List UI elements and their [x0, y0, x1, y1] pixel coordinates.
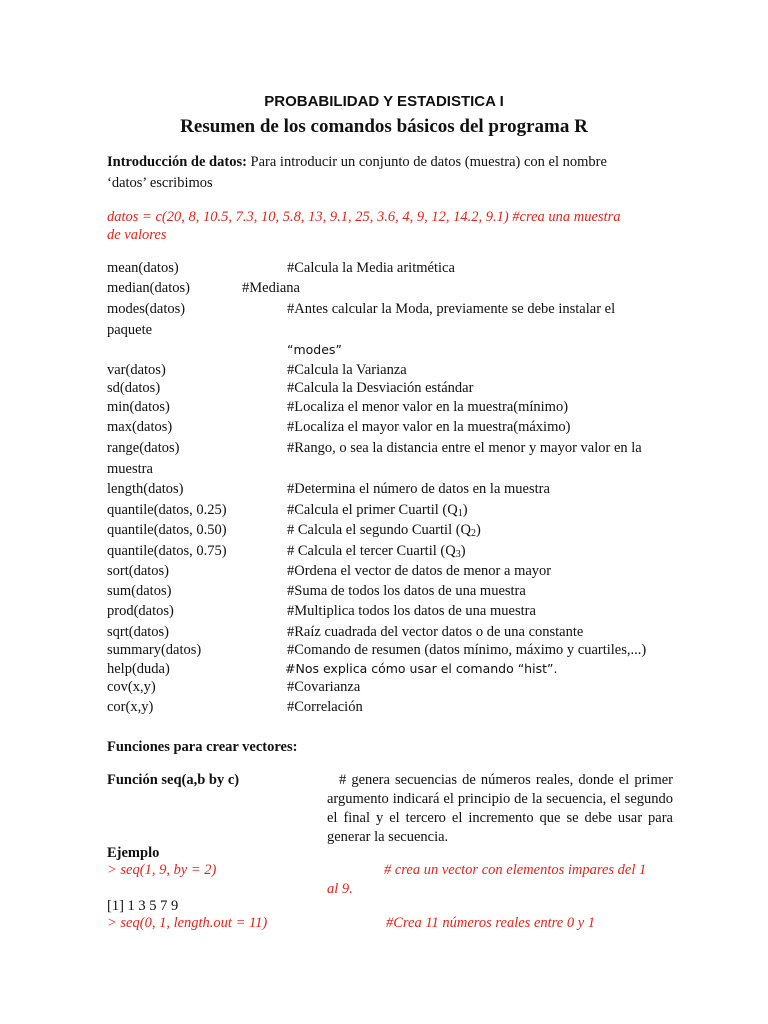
comment-range-wrap: muestra — [107, 461, 153, 477]
intro-text-rest: escribimos — [146, 175, 213, 191]
comment-help: #Nos explica cómo usar el comando “hist”. — [285, 661, 558, 676]
example-heading: Ejemplo — [107, 845, 160, 861]
intro-code-line-2: de valores — [107, 227, 167, 243]
cmd-quantile-50: quantile(datos, 0.50) — [107, 522, 227, 538]
intro-line-1 — [107, 154, 607, 171]
cmd-median: median(datos) — [107, 280, 190, 296]
cmd-sqrt: sqrt(datos) — [107, 624, 170, 640]
cmd-var: var(datos) — [107, 362, 166, 378]
comment-prod: #Multiplica todos los datos de una muestra — [287, 603, 536, 619]
comment-range: #Rango, o sea la distancia entre el menor y mayor valor en la — [287, 440, 642, 456]
comment-quantile-75: # Calcula el tercer Cuartil $(Q_3)$ — [287, 543, 466, 560]
cmd-sum: sum(datos) — [107, 583, 172, 599]
comment-max: #Localiza el mayor valor en la muestra(máximo) — [287, 419, 571, 435]
comment-sqrt: #Raíz cuadrada del vector datos o de una constante — [287, 624, 584, 640]
example-1-output: [1] 1 3 5 7 9 — [107, 898, 179, 914]
cmd-length: length(datos) — [107, 481, 184, 497]
seq-function-description: # genera secuencias de números reales, donde el primer argumento indicará el principio de la secuencia, el segundo el final y el tercero el incremento que se debe usar para generar la secuencia. — [327, 772, 673, 845]
cmd-modes: modes(datos) — [107, 301, 186, 317]
intro-code-line-1: datos = c(20, 8, 10.5, 7.3, 10, 5.8, 13, 9.1, 25, 3.6, 4, 9, 12, 14.2, 9.1) #crea una muestra — [107, 209, 621, 225]
document-subtitle: Resumen de los comandos básicos del programa R — [180, 116, 588, 137]
comment-modes: #Antes calcular la Moda, previamente se debe instalar el — [287, 301, 616, 317]
intro-text: Para introducir un conjunto de datos (muestra) con el nombre — [246, 154, 607, 170]
comment-length: #Determina el número de datos en la muestra — [287, 481, 550, 497]
seq-function-label: Función seq(a,b by c) — [107, 772, 240, 788]
cmd-quantile-75: quantile(datos, 0.75) — [107, 543, 227, 559]
comment-summary: #Comando de resumen (datos mínimo, máximo y cuartiles,...) — [287, 642, 647, 658]
cmd-mean: mean(datos) — [107, 260, 179, 276]
cmd-summary: summary(datos) — [107, 642, 202, 658]
comment-var: #Calcula la Varianza — [287, 362, 407, 378]
document-title: PROBABILIDAD Y ESTADISTICA I — [264, 93, 504, 110]
comment-cor: #Correlación — [287, 699, 363, 715]
cmd-min: min(datos) — [107, 399, 170, 415]
cmd-sort: sort(datos) — [107, 563, 170, 579]
intro-label: Introducción de datos: — [107, 154, 247, 170]
comment-min: #Localiza el menor valor en la muestra(mínimo) — [287, 399, 569, 415]
cmd-help: help(duda) — [107, 661, 170, 677]
vectors-heading: Funciones para crear vectores: — [107, 739, 298, 755]
comment-quantile-50: # Calcula el segundo Cuartil $(Q_2)$ — [287, 522, 481, 539]
comment-sd: #Calcula la Desviación estándar — [287, 380, 474, 396]
comment-sort: #Ordena el vector de datos de menor a mayor — [287, 563, 552, 579]
comment-quantile-25: #Calcula el primer Cuartil $(Q_1)$ — [287, 502, 468, 519]
cmd-prod: prod(datos) — [107, 603, 174, 619]
example-2-comment: #Crea 11 números reales entre 0 y 1 — [386, 915, 596, 931]
intro-quote: ‘datos’ — [107, 175, 147, 191]
comment-sum: #Suma de todos los datos de una muestra — [287, 583, 526, 599]
example-1-comment-wrap: al 9. — [327, 881, 353, 897]
cmd-sd: sd(datos) — [107, 380, 161, 396]
cmd-max: max(datos) — [107, 419, 173, 435]
comment-modes-wrap-1: paquete — [107, 322, 153, 338]
cmd-range: range(datos) — [107, 440, 180, 456]
comment-modes-wrap-2: “modes” — [287, 342, 342, 357]
example-1-code: > seq(1, 9, by = 2) — [107, 862, 217, 878]
example-1-comment: # crea un vector con elementos impares del 1 — [384, 862, 647, 878]
cmd-cov: cov(x,y) — [107, 679, 156, 695]
cmd-cor: cor(x,y) — [107, 699, 154, 715]
example-2-code: > seq(0, 1, length.out = 11) — [107, 915, 268, 931]
comment-cov: #Covarianza — [287, 679, 361, 695]
cmd-quantile-25: quantile(datos, 0.25) — [107, 502, 227, 518]
comment-mean: #Calcula la Media aritmética — [287, 260, 455, 276]
intro-line-2 — [107, 175, 213, 192]
comment-median: #Mediana — [242, 280, 300, 296]
